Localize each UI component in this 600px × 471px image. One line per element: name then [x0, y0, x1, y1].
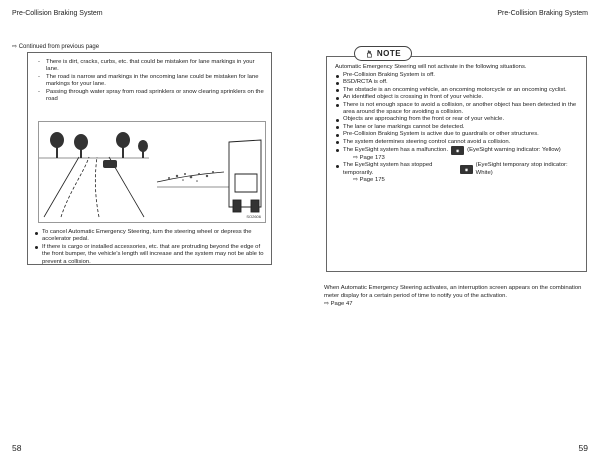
stopped-indicator-text: (EyeSight temporary stop indicator: White) [475, 162, 568, 176]
list-item: Pre-Collision Braking System is off. [335, 72, 580, 79]
page-number-left: 58 [12, 443, 22, 453]
note-box [326, 56, 587, 272]
list-item: Pre-Collision Braking System is active due to guardrails or other structures. [335, 131, 580, 138]
note-badge [354, 46, 412, 61]
eyesight-warning-indicator-icon: ◉ [451, 146, 464, 155]
road-illustration [38, 121, 266, 223]
stopped-text: The EyeSight system has stopped temporarily. [343, 162, 433, 176]
note-list [335, 72, 580, 185]
list-item: To cancel Automatic Emergency Steering, turn the steering wheel or depress the accelerator pedal. [34, 229, 268, 244]
list-item: There is not enough space to avoid a collision, or another object has been detected in the area around the space for avoiding a collision. [335, 102, 580, 117]
list-item-malfunction [335, 146, 580, 162]
list-item: - Passing through water spray from road sprinklers or snow clearing sprinklers on the road [38, 89, 264, 104]
hand-icon [365, 50, 373, 58]
malfunction-indicator-text: (EyeSight warning indicator: Yellow) [467, 146, 561, 153]
right-running-header: Pre-Collision Braking System [497, 10, 588, 17]
stopped-page-ref[interactable]: ⇨ Page 175 [353, 177, 385, 184]
note-title: NOTE [376, 49, 402, 58]
left-running-header: Pre-Collision Braking System [12, 10, 103, 17]
page-number-right: 59 [578, 443, 588, 453]
warning-bullet-list [34, 229, 268, 266]
list-item: The lane or lane markings cannot be detected. [335, 124, 580, 131]
malfunction-text: The EyeSight system has a malfunction. [343, 146, 449, 153]
figure-caption: SO2606 [246, 214, 261, 219]
list-item: BSD/RCTA is off. [335, 79, 580, 86]
list-item: An identified object is crossing in front of your vehicle. [335, 94, 580, 101]
activation-paragraph [324, 285, 588, 308]
paragraph-page-ref[interactable]: ⇨ Page 47 [324, 300, 353, 307]
road-scene-drawing [39, 122, 263, 220]
paragraph-text: When Automatic Emergency Steering activates, an interruption screen appears on the combination meter display for a certain period of time to notify you of the activation. [324, 285, 582, 299]
note-intro: Automatic Emergency Steering will not activate in the following situations. [335, 64, 527, 70]
eyesight-stop-indicator-icon: ◉ [460, 165, 472, 174]
list-item: - The road is narrow and markings in the oncoming lane could be mistaken for lane markings for your lane. [38, 74, 264, 89]
lane-marking-dash-list [38, 59, 264, 103]
list-item: If there is cargo or installed accessories, etc. that are protruding beyond the edge of the front bumper, the vehicle's length will increase and the system may not be able to prevent a collision. [34, 244, 268, 266]
malfunction-page-ref[interactable]: ⇨ Page 173 [353, 155, 385, 162]
warning-box [27, 52, 272, 265]
list-item-stopped [335, 162, 580, 184]
list-item: The obstacle is an oncoming vehicle, an oncoming motorcycle or an oncoming cyclist. [335, 87, 580, 94]
list-item: The system determines steering control cannot avoid a collision. [335, 139, 580, 146]
list-item: - There is dirt, cracks, curbs, etc. that could be mistaken for lane markings in your lane. [38, 59, 264, 74]
continued-from-previous-page: ⇨ Continued from previous page [12, 44, 100, 50]
list-item: Objects are approaching from the front or rear of your vehicle. [335, 116, 580, 123]
